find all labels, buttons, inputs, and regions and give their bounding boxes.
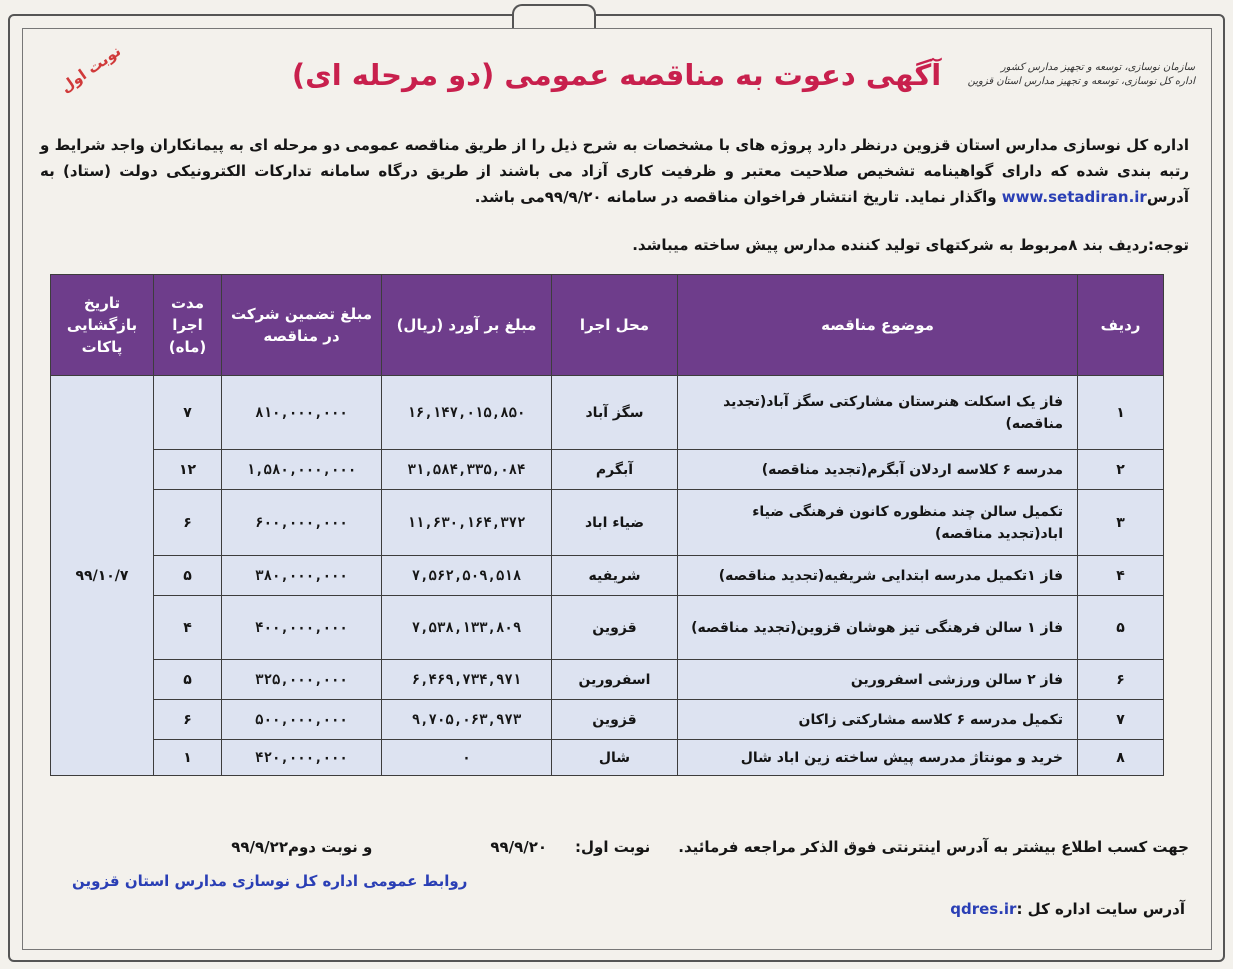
table-row <box>51 556 1164 596</box>
row-number: ۴ <box>1078 556 1164 596</box>
first-publication-date: ۹۹/۹/۲۰ <box>490 838 548 856</box>
header-row-number: ردیف <box>1078 275 1164 376</box>
row-number: ۱ <box>1078 376 1164 450</box>
first-publication-label: نوبت اول: <box>575 838 651 856</box>
stage-badge: نوبت اول <box>57 41 125 97</box>
footer-info-text: جهت کسب اطلاع بیشتر به آدرس اینترنتی فوق الذکر مراجعه فرمائید. <box>678 838 1189 856</box>
second-publication: و نوبت دوم۹۹/۹/۲۲ <box>231 838 373 856</box>
row-location: شال <box>552 740 678 776</box>
logo-text-line-2: اداره کل نوسازی، توسعه و تجهیز مدارس استان قزوین <box>967 75 1195 87</box>
row-duration: ۵ <box>154 556 222 596</box>
public-relations-signature: روابط عمومی اداره کل نوسازی مدارس استان قزوین <box>72 872 468 890</box>
page-title: آگهی دعوت به مناقصه عمومی (دو مرحله ای) <box>291 58 942 92</box>
header-location: محل اجرا <box>552 275 678 376</box>
row-estimate: ۹,۷۰۵,۰۶۳,۹۷۳ <box>382 700 552 740</box>
table-header-row <box>51 275 1164 376</box>
office-site-link[interactable]: qdres.ir <box>950 900 1017 918</box>
row-estimate: ۷,۵۳۸,۱۳۳,۸۰۹ <box>382 596 552 660</box>
header-guarantee: مبلغ تضمین شرکت در مناقصه <box>222 275 382 376</box>
row-subject: فاز ۲ سالن ورزشی اسفرورین <box>678 660 1078 700</box>
row-guarantee: ۱,۵۸۰,۰۰۰,۰۰۰ <box>222 450 382 490</box>
table-row <box>51 740 1164 776</box>
row-guarantee: ۵۰۰,۰۰۰,۰۰۰ <box>222 700 382 740</box>
header-subject: موضوع مناقصه <box>678 275 1078 376</box>
table-row <box>51 450 1164 490</box>
row-location: سگز آباد <box>552 376 678 450</box>
row-duration: ۱۲ <box>154 450 222 490</box>
row-estimate: ۶,۴۶۹,۷۳۴,۹۷۱ <box>382 660 552 700</box>
row-estimate: ۱۶,۱۴۷,۰۱۵,۸۵۰ <box>382 376 552 450</box>
row-duration: ۵ <box>154 660 222 700</box>
row-guarantee: ۳۸۰,۰۰۰,۰۰۰ <box>222 556 382 596</box>
row-subject: خرید و مونتاژ مدرسه پیش ساخته زین اباد شال <box>678 740 1078 776</box>
row-subject: مدرسه ۶ کلاسه اردلان آبگرم(تجدید مناقصه) <box>678 450 1078 490</box>
row-location: آبگرم <box>552 450 678 490</box>
row-location: شریفیه <box>552 556 678 596</box>
row-subject: فاز ۱تکمیل مدرسه ابتدایی شریفیه(تجدید مناقصه) <box>678 556 1078 596</box>
opening-date-cell: ۹۹/۱۰/۷ <box>51 376 154 776</box>
setad-website-link[interactable]: www.setadiran.ir <box>1001 188 1147 206</box>
row-number: ۳ <box>1078 490 1164 556</box>
top-tab-decoration <box>512 4 596 28</box>
row-guarantee: ۳۲۵,۰۰۰,۰۰۰ <box>222 660 382 700</box>
row-guarantee: ۶۰۰,۰۰۰,۰۰۰ <box>222 490 382 556</box>
row-number: ۶ <box>1078 660 1164 700</box>
note-text: توجه:ردیف بند ۸مربوط به شرکتهای تولید کننده مدارس پیش ساخته میباشد. <box>632 236 1189 254</box>
header-estimate: مبلغ بر آورد (ریال) <box>382 275 552 376</box>
tender-table <box>50 274 1164 776</box>
header-duration: مدت اجرا (ماه) <box>154 275 222 376</box>
row-location: قزوین <box>552 596 678 660</box>
table-row <box>51 596 1164 660</box>
intro-text-continued: واگذار نماید. تاریخ انتشار فراخوان مناقصه در سامانه ۹۹/۹/۲۰می باشد. <box>474 188 1002 206</box>
logo-text-line-1: سازمان نوسازی، توسعه و تجهیز مدارس کشور <box>1000 61 1195 73</box>
table-row <box>51 700 1164 740</box>
row-number: ۸ <box>1078 740 1164 776</box>
row-subject: فاز ۱ سالن فرهنگی تیز هوشان قزوین(تجدید مناقصه) <box>678 596 1078 660</box>
row-duration: ۷ <box>154 376 222 450</box>
row-estimate: ۷,۵۶۲,۵۰۹,۵۱۸ <box>382 556 552 596</box>
row-subject: فاز یک اسکلت هنرستان مشارکتی سگز آباد(تجدید مناقصه) <box>678 376 1078 450</box>
office-site-label: آدرس سایت اداره کل : <box>1016 900 1185 918</box>
table-row <box>51 660 1164 700</box>
row-number: ۷ <box>1078 700 1164 740</box>
row-location: ضیاء اباد <box>552 490 678 556</box>
row-location: قزوین <box>552 700 678 740</box>
row-estimate: ۰ <box>382 740 552 776</box>
header-opening-date: تاریخ بازگشایی پاکات <box>51 275 154 376</box>
intro-text: اداره کل نوسازی مدارس استان قزوین درنظر دارد پروژه های با مشخصات به شرح ذیل را از طریق مناقصه عمومی دو مرحله ای به پیمانکاران واجد شرایط و رتبه بندی شده که دارای گواهینامه تشخیص صلاحیت معتبر و ظرفیت کاری آزاد می باشند از طریق درگاه سامانه تدارکات الکترونیکی دولت (ستاد) به آدرس <box>40 136 1189 206</box>
intro-paragraph <box>40 132 1189 210</box>
row-duration: ۶ <box>154 700 222 740</box>
row-number: ۲ <box>1078 450 1164 490</box>
row-subject: تکمیل سالن چند منظوره کانون فرهنگی ضیاء اباد(تجدید مناقصه) <box>678 490 1078 556</box>
row-guarantee: ۴۲۰,۰۰۰,۰۰۰ <box>222 740 382 776</box>
row-guarantee: ۸۱۰,۰۰۰,۰۰۰ <box>222 376 382 450</box>
row-location: اسفرورین <box>552 660 678 700</box>
row-subject: تکمیل مدرسه ۶ کلاسه مشارکتی زاکان <box>678 700 1078 740</box>
footer-info-line <box>40 838 1189 856</box>
row-estimate: ۱۱,۶۳۰,۱۶۴,۳۷۲ <box>382 490 552 556</box>
office-site-line <box>950 900 1185 918</box>
row-duration: ۱ <box>154 740 222 776</box>
row-estimate: ۳۱,۵۸۴,۳۳۵,۰۸۴ <box>382 450 552 490</box>
row-duration: ۶ <box>154 490 222 556</box>
table-row <box>51 490 1164 556</box>
row-guarantee: ۴۰۰,۰۰۰,۰۰۰ <box>222 596 382 660</box>
row-duration: ۴ <box>154 596 222 660</box>
row-number: ۵ <box>1078 596 1164 660</box>
table-row <box>51 376 1164 450</box>
